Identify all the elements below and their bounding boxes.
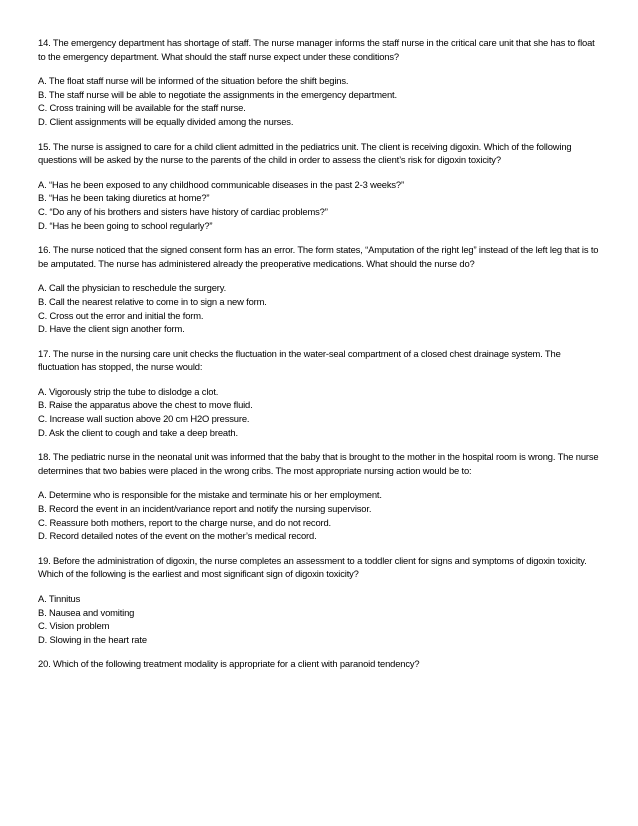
option-a: A. “Has he been exposed to any childhood communicable diseases in the past 2-3 weeks?”	[38, 178, 404, 190]
question-17	[38, 347, 604, 374]
question-text: 20. Which of the following treatment modality is appropriate for a client with paranoid tendency?	[38, 658, 420, 670]
question-15	[38, 140, 604, 167]
question-text: 18. The pediatric nurse in the neonatal unit was informed that the baby that is brought to the mother in the hospital room is wrong. The nurse determines that two babies were placed in the wrong cribs. The most appropriate nursing action would be to:	[38, 451, 599, 476]
option-b: B. The staff nurse will be able to negotiate the assignments in the emergency department.	[38, 88, 397, 100]
option-d: D. Have the client sign another form.	[38, 323, 185, 335]
option-d: D. “Has he been going to school regularly?”	[38, 219, 213, 231]
question-20	[38, 657, 604, 671]
option-a: A. Vigorously strip the tube to dislodge a clot.	[38, 385, 219, 397]
question-text: 14. The emergency department has shortage of staff. The nurse manager informs the staff nurse in the critical care unit that she has to float to the emergency department. What should the staff nurse expect under these conditions?	[38, 37, 595, 62]
question-text: 17. The nurse in the nursing care unit checks the fluctuation in the water-seal compartment of a closed chest drainage system. The fluctuation has stopped, the nurse would:	[38, 347, 561, 373]
question-14	[38, 36, 604, 63]
option-a: A. Call the physician to reschedule the surgery.	[38, 282, 227, 294]
option-c: C. Cross out the error and initial the form.	[38, 309, 204, 321]
question-text: 16. The nurse noticed that the signed consent form has an error. The form states, “Amputation of the right leg” instead of the left leg that is to be amputated. The nurse has administered already the preoperative medications. What should the nurse do?	[38, 244, 599, 269]
option-c: C. “Do any of his brothers and sisters have history of cardiac problems?”	[38, 205, 328, 217]
option-c: C. Vision problem	[38, 620, 110, 632]
option-c: C. Increase wall suction above 20 cm H2O pressure.	[38, 413, 250, 425]
question-text: 19. Before the administration of digoxin, the nurse completes an assessment to a toddler client for signs and symptoms of digoxin toxicity. Which of the following is the earliest and most significant sign of digoxin toxicity?	[38, 554, 587, 580]
option-d: D. Ask the client to cough and take a deep breath.	[38, 426, 238, 438]
option-b: B. Nausea and vomiting	[38, 606, 135, 618]
option-b: B. Call the nearest relative to come in to sign a new form.	[38, 295, 267, 307]
option-b: B. Raise the apparatus above the chest to move fluid.	[38, 399, 253, 411]
option-d: D. Client assignments will be equally divided among the nurses.	[38, 115, 294, 127]
option-a: A. Determine who is responsible for the mistake and terminate his or her employment.	[38, 489, 382, 501]
option-c: C. Reassure both mothers, report to the charge nurse, and do not record.	[38, 516, 332, 528]
question-text: 15. The nurse is assigned to care for a child client admitted in the pediatrics unit. The client is receiving digoxin. Which of the following questions will be asked by the nurse to the parents of the child in order to assess the client’s risk for digoxin toxicity?	[38, 140, 572, 166]
question-16	[38, 243, 604, 270]
options-19	[38, 592, 604, 646]
options-18	[38, 488, 604, 542]
options-16	[38, 281, 604, 335]
option-c: C. Cross training will be available for the staff nurse.	[38, 102, 246, 114]
option-d: D. Slowing in the heart rate	[38, 633, 147, 645]
option-a: A. Tinnitus	[38, 593, 81, 604]
option-a: A. The float staff nurse will be informed of the situation before the shift begins.	[38, 75, 349, 87]
options-17	[38, 385, 604, 439]
question-18	[38, 450, 604, 477]
options-14	[38, 74, 604, 128]
option-b: B. Record the event in an incident/variance report and notify the nursing supervisor.	[38, 503, 372, 515]
document-page	[38, 36, 604, 682]
option-b: B. “Has he been taking diuretics at home?”	[38, 192, 210, 204]
question-19	[38, 554, 604, 581]
option-d: D. Record detailed notes of the event on the mother’s medical record.	[38, 530, 317, 542]
options-15	[38, 178, 604, 232]
